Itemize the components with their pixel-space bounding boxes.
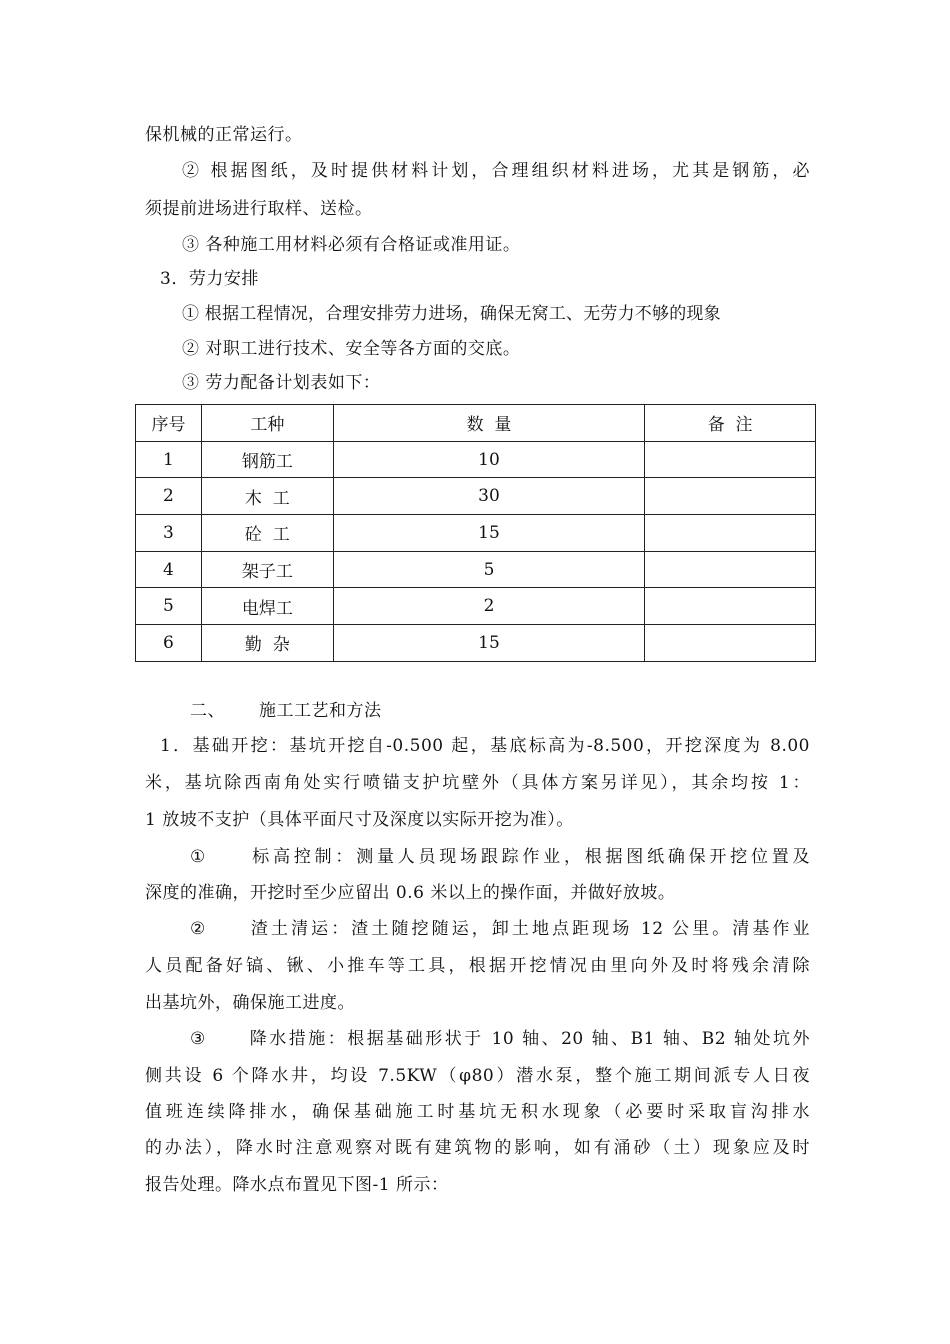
paragraph-line [190,846,810,868]
list-marker: ② [190,919,209,939]
paragraph-line: 人员配备好镐、锹、小推车等工具，根据开挖情况由里向外及时将残余清除 [145,956,810,976]
paragraph-line: 侧共设 6 个降水井，均设 7.5KW（φ80）潜水泵，整个施工期间派专人日夜 [145,1066,810,1086]
section-title [190,700,810,722]
paragraph-line: 深度的准确，开挖时至少应留出 0.6 米以上的操作面，并做好放坡。 [145,883,676,903]
cell-qty: 30 [333,478,644,515]
cell-trade: 砼 工 [201,515,333,552]
cell-no: 2 [136,478,202,515]
list-text: 标高控制：测量人员现场跟踪作业，根据图纸确保开挖位置及 [249,847,811,867]
cell-no: 5 [136,588,202,625]
table-header-row [136,405,816,442]
cell-trade: 木 工 [201,478,333,515]
section-title-text: 施工工艺和方法 [259,701,382,721]
table-row [136,588,816,625]
paragraph-line: 值班连续降排水，确保基础施工时基坑无积水现象（必要时采取盲沟排水 [145,1102,810,1122]
labor-plan-table [135,404,816,662]
cell-qty: 2 [333,588,644,625]
paragraph-line: 报告处理。降水点布置见下图-1 所示： [145,1175,449,1195]
paragraph-line: ③ 劳力配备计划表如下： [182,373,381,393]
header-no: 序号 [136,405,202,442]
section-number: 二、 [190,701,225,721]
cell-qty: 5 [333,551,644,588]
cell-note [645,478,816,515]
cell-qty: 15 [333,625,644,662]
table-row [136,625,816,662]
paragraph-line: 的办法），降水时注意观察对既有建筑物的影响，如有涌砂（土）现象应及时 [145,1138,810,1158]
table-row [136,441,816,478]
paragraph-line: ① 根据工程情况，合理安排劳力进场，确保无窝工、无劳力不够的现象 [182,304,721,324]
paragraph-line: 出基坑外，确保施工进度。 [145,993,355,1013]
cell-note [645,515,816,552]
cell-trade: 勤 杂 [201,625,333,662]
cell-no: 1 [136,441,202,478]
paragraph-line: ③ 各种施工用材料必须有合格证或准用证。 [182,235,521,255]
list-marker: ③ [190,1029,208,1049]
list-text: 降水措施：根据基础形状于 10 轴、20 轴、B1 轴、B2 轴处坑外 [247,1029,810,1049]
paragraph-line: 须提前进场进行取样、送检。 [145,199,373,219]
paragraph-line: 保机械的正常运行。 [145,125,303,145]
cell-no: 4 [136,551,202,588]
list-marker: ① [190,847,210,867]
cell-trade: 钢筋工 [201,441,333,478]
cell-note [645,588,816,625]
list-text: 渣土清运：渣土随挖随运，卸土地点距现场 12 公里。清基作业 [248,919,810,939]
paragraph-line [190,918,810,940]
section-heading: 3．劳力安排 [160,269,259,289]
cell-qty: 15 [333,515,644,552]
table-row [136,515,816,552]
paragraph-line: 1 放坡不支护（具体平面尺寸及深度以实际开挖为准）。 [145,810,574,830]
cell-note [645,551,816,588]
paragraph-line: 米，基坑除西南角处实行喷锚支护坑壁外（具体方案另详见），其余均按 1： [145,773,810,793]
cell-qty: 10 [333,441,644,478]
table-row [136,551,816,588]
cell-note [645,441,816,478]
paragraph-line: ② 根据图纸，及时提供材料计划，合理组织材料进场，尤其是钢筋，必 [182,161,810,181]
cell-note [645,625,816,662]
cell-no: 6 [136,625,202,662]
cell-no: 3 [136,515,202,552]
paragraph-line: ② 对职工进行技术、安全等各方面的交底。 [182,339,521,359]
table-row [136,478,816,515]
paragraph-line [190,1028,810,1050]
cell-trade: 电焊工 [201,588,333,625]
cell-trade: 架子工 [201,551,333,588]
header-qty: 数 量 [333,405,644,442]
header-trade: 工种 [201,405,333,442]
paragraph-line: 1．基础开挖：基坑开挖自-0.500 起，基底标高为-8.500，开挖深度为 8.00 [160,736,810,756]
header-note: 备 注 [645,405,816,442]
